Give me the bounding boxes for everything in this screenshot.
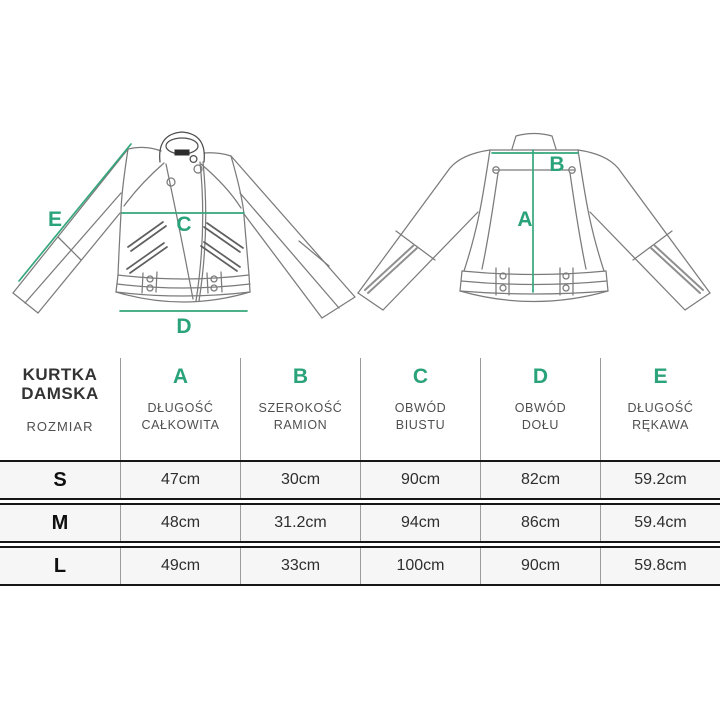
front-waistband-mid [117, 284, 250, 288]
value-cell-L-D: 90cm [480, 548, 600, 584]
column-label-D-line1: OBWÓD [514, 401, 567, 415]
measure-label-E: E [47, 208, 63, 231]
back-left-cuff [358, 293, 383, 310]
front-right-strap-snap-1 [211, 276, 217, 282]
table-row-S [0, 460, 720, 500]
column-letter-E: E [653, 365, 668, 388]
value-cell-L-A: 49cm [120, 548, 240, 584]
brand-label-tag [175, 150, 190, 156]
value-cell-M-A: 48cm [120, 505, 240, 541]
front-right-strap-snap-2 [211, 285, 217, 291]
size-cell-M: M [51, 511, 69, 534]
column-label-A-line1: DŁUGOŚĆ [147, 401, 214, 415]
column-label-E-line1: DŁUGOŚĆ [627, 401, 694, 415]
column-label-D [515, 400, 567, 434]
back-body-left-edge [464, 150, 490, 271]
value-cell-M-B: 31.2cm [240, 505, 360, 541]
front-left-sleeve-seam [25, 193, 121, 303]
column-letter-D: D [532, 365, 549, 388]
measure-label-A: A [517, 208, 533, 231]
front-left-sleeve-cross-seam [58, 237, 81, 260]
value-cell-M-D: 86cm [480, 505, 600, 541]
jacket-measurement-diagram [0, 90, 720, 360]
front-right-sleeve-seam [240, 193, 339, 308]
column-label-A-line2: CAŁKOWITA [141, 418, 220, 432]
front-left-raglan-seam [124, 163, 164, 206]
back-waistband-top [462, 271, 606, 275]
value-cell-S-A: 47cm [120, 462, 240, 498]
measure-label-C: C [176, 213, 192, 236]
measure-label-B: B [549, 153, 565, 176]
front-right-sleeve-cross-seam [299, 241, 329, 266]
column-label-B [259, 400, 343, 434]
column-label-E-line2: RĘKAWA [632, 418, 689, 432]
size-column-header: ROZMIAR [26, 419, 94, 434]
size-cell-S: S [53, 468, 67, 491]
column-label-C-line2: BIUSTU [395, 418, 446, 432]
front-left-strap-snap-1 [147, 276, 153, 282]
column-label-C [395, 400, 447, 434]
column-label-D-line2: DOŁU [521, 418, 560, 432]
back-right-strap-snap-2 [563, 285, 569, 291]
front-right-sleeve-inner [244, 214, 322, 318]
column-letter-A: A [172, 365, 189, 388]
front-left-shoulder [128, 147, 161, 151]
front-body-left-edge [118, 149, 128, 275]
column-label-B-line1: SZEROKOŚĆ [258, 401, 343, 415]
measure-line-E [19, 144, 131, 281]
collar-snap-button [190, 156, 197, 163]
front-left-sleeve-outer [13, 149, 128, 293]
left-lower-pocket-zipper [127, 243, 167, 273]
front-right-shoulder [204, 153, 231, 156]
column-header-D [480, 358, 600, 460]
column-header-E [600, 358, 720, 460]
front-waistband-bottom [116, 292, 250, 296]
back-waistband-bottom [460, 291, 608, 294]
size-table [0, 358, 720, 589]
back-body-right-edge [578, 150, 604, 271]
column-header-A [120, 358, 240, 460]
column-header-C [360, 358, 480, 460]
right-upper-pocket-zipper [204, 223, 243, 252]
left-upper-pocket-zipper [128, 222, 166, 251]
value-cell-S-D: 82cm [480, 462, 600, 498]
back-jacket-drawing [358, 134, 710, 311]
column-header-B [240, 358, 360, 460]
back-right-sleeve-zipper [651, 245, 703, 293]
column-label-E [627, 400, 693, 434]
back-collar [512, 134, 556, 150]
front-waistband-top [118, 275, 249, 279]
table-row-L [0, 546, 720, 586]
column-label-A [141, 400, 219, 434]
column-letter-B: B [292, 365, 309, 388]
column-label-B-line2: RAMION [273, 418, 328, 432]
table-title-line2: DAMSKA [21, 384, 99, 403]
value-cell-S-E: 59.2cm [600, 462, 720, 498]
table-title-line1: KURTKA [22, 365, 98, 384]
value-cell-L-B: 33cm [240, 548, 360, 584]
value-cell-L-E: 59.8cm [600, 548, 720, 584]
front-left-strap-snap-2 [147, 285, 153, 291]
back-waistband-mid [461, 281, 607, 285]
value-cell-L-C: 100cm [360, 548, 480, 584]
back-right-cuff [685, 293, 710, 310]
table-header-row [0, 358, 720, 460]
value-cell-S-C: 90cm [360, 462, 480, 498]
size-cell-L: L [53, 554, 67, 577]
back-left-strap-snap-2 [500, 285, 506, 291]
back-left-sleeve-zipper [365, 245, 417, 293]
right-lower-pocket-zipper [201, 242, 240, 271]
value-cell-M-C: 94cm [360, 505, 480, 541]
table-row-M [0, 503, 720, 543]
table-title-cell [0, 358, 120, 460]
value-cell-M-E: 59.4cm [600, 505, 720, 541]
column-label-C-line1: OBWÓD [394, 401, 447, 415]
value-cell-S-B: 30cm [240, 462, 360, 498]
measure-label-D: D [176, 315, 192, 338]
column-letter-C: C [412, 365, 429, 388]
